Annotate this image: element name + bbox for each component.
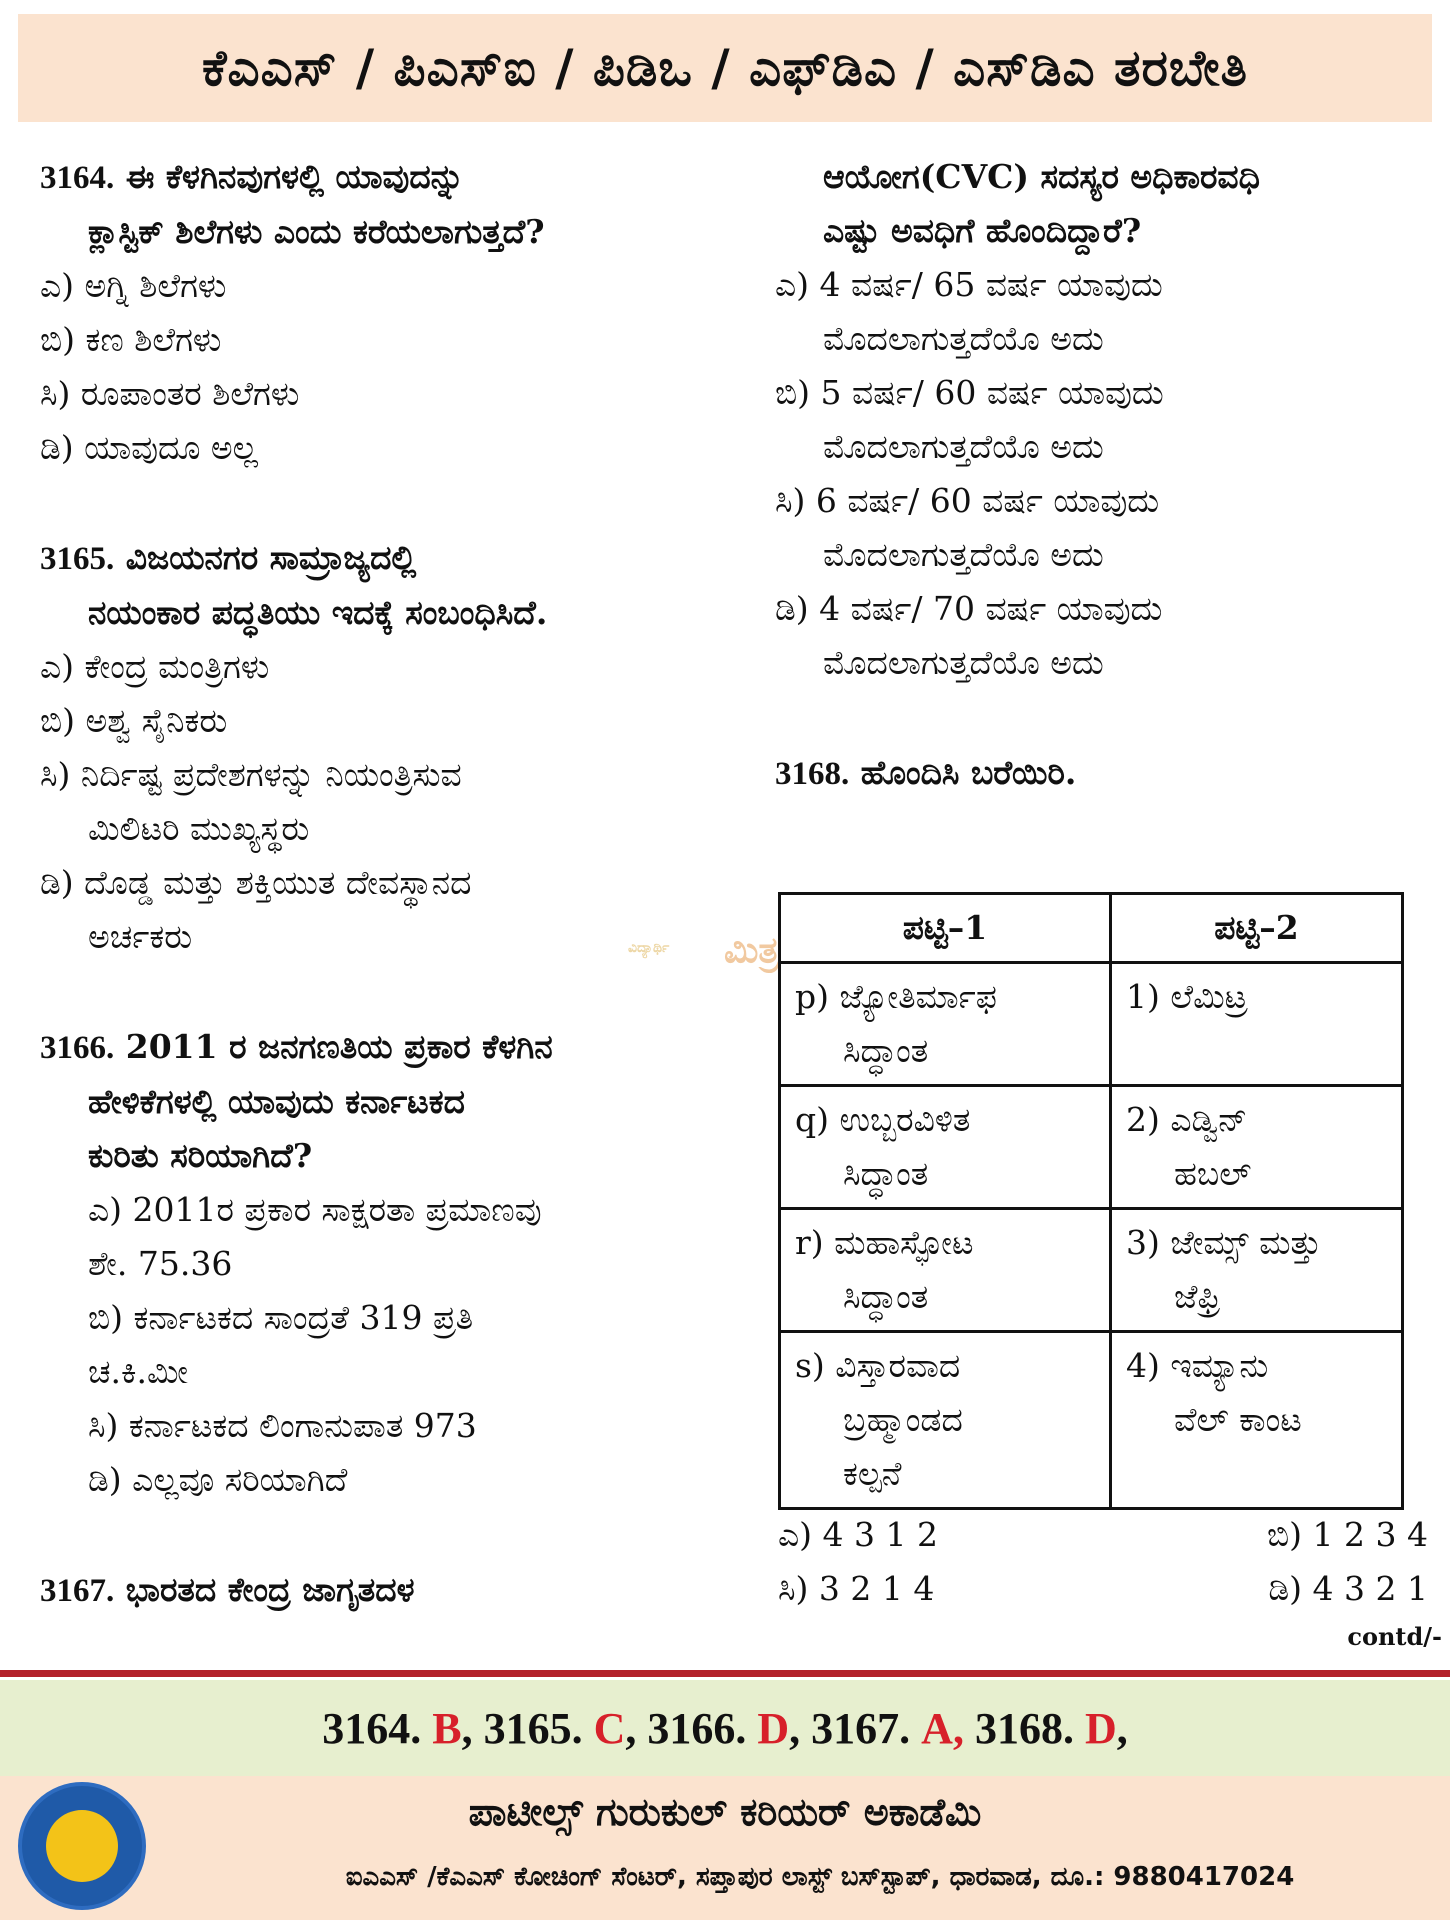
table-cell: 4) ಇಮ್ಯಾನು ವೆಲ್ ಕಾಂಟ xyxy=(1111,1332,1403,1509)
option-c: ಸಿ) 6 ವರ್ಷ/ 60 ವರ್ಷ ಯಾವುದು ಮೊದಲಾಗುತ್ತದೆಯೊ ಅದು xyxy=(775,481,1160,574)
question-3165: 3165. ವಿಜಯನಗರ ಸಾಮ್ರಾಜ್ಯದಲ್ಲಿ ನಯಂಕಾರ ಪದ್ಧತಿಯು ಇದಕ್ಕೆ ಸಂಬಂಧಿಸಿದೆ. xyxy=(40,538,548,632)
continued-note: contd/- xyxy=(1347,1622,1442,1651)
option-d: ಡಿ) ಎಲ್ಲವೂ ಸರಿಯಾಗಿದೆ xyxy=(88,1460,348,1499)
option-b: ಬಿ) ಕಣ ಶಿಲೆಗಳು xyxy=(40,320,222,359)
option-d: ಡಿ) 4 ವರ್ಷ/ 70 ವರ್ಷ ಯಾವುದು ಮೊದಲಾಗುತ್ತದೆಯೊ ಅದು xyxy=(775,589,1163,682)
option-a: ಎ) 4 3 1 2 xyxy=(778,1515,939,1554)
table-row xyxy=(780,963,1403,1086)
option-c: ಸಿ) ಕರ್ನಾಟಕದ ಲಿಂಗಾನುಪಾತ 973 xyxy=(88,1406,477,1445)
footer xyxy=(0,1776,1450,1920)
question-3168: 3168. ಹೊಂದಿಸಿ ಬರೆಯಿರಿ. xyxy=(775,753,1077,792)
table-cell: s) ವಿಸ್ತಾರವಾದ ಬ್ರಹ್ಮಾಂಡದ ಕಲ್ಪನೆ xyxy=(780,1332,1111,1509)
page-title: ಕೆಎಎಸ್ / ಪಿಎಸ್ಐ / ಪಿಡಿಒ / ಎಫ್‌ಡಿಎ / ಎಸ್‌ಡಿಎ ತರಬೇತಿ xyxy=(202,38,1248,97)
answer-choices xyxy=(778,1508,1428,1616)
question-3167: 3167. ಭಾರತದ ಕೇಂದ್ರ ಜಾಗೃತದಳ xyxy=(40,1570,415,1609)
organization-address: ಐಎಎಸ್ /ಕೆಎಎಸ್ ಕೋಚಿಂಗ್ ಸೆಂಟರ್, ಸಪ್ತಾಪುರ ಲಾಸ್ಟ್ ಬಸ್‌ಸ್ಟಾಪ್, ಧಾರವಾಡ, ದೂ.: 9880417024 xyxy=(345,1862,1295,1892)
table-cell: r) ಮಹಾಸ್ಫೋಟ ಸಿದ್ಧಾಂತ xyxy=(780,1209,1111,1332)
option-b: ಬಿ) 1 2 3 4 xyxy=(1267,1515,1428,1554)
table-cell: q) ಉಬ್ಬರವಿಳಿತ ಸಿದ್ಧಾಂತ xyxy=(780,1086,1111,1209)
option-d: ಡಿ) 4 3 2 1 xyxy=(1268,1569,1428,1608)
option-a: ಎ) 4 ವರ್ಷ/ 65 ವರ್ಷ ಯಾವುದು ಮೊದಲಾಗುತ್ತದೆಯೊ ಅದು xyxy=(775,265,1163,358)
question-3164: 3164. ಈ ಕೆಳಗಿನವುಗಳಲ್ಲಿ ಯಾವುದನ್ನು ಕ್ಲಾಸ್ಟಿಕ್ ಶಿಲೆಗಳು ಎಂದು ಕರೆಯಲಾಗುತ್ತದೆ? xyxy=(40,157,545,251)
table-header-row xyxy=(780,894,1403,963)
match-table xyxy=(778,892,1404,1510)
table-cell: p) ಜ್ಯೋತಿರ್ಮಾಫ ಸಿದ್ಧಾಂತ xyxy=(780,963,1111,1086)
left-column xyxy=(40,150,720,1618)
option-d: ಡಿ) ದೊಡ್ಡ ಮತ್ತು ಶಕ್ತಿಯುತ ದೇವಸ್ಥಾನದ ಅರ್ಚಕರು xyxy=(40,863,472,956)
organization-name: ಪಾಟೀಲ್ಸ್ ಗುರುಕುಲ್ ಕರಿಯರ್ ಅಕಾಡೆಮಿ xyxy=(468,1790,982,1834)
option-b: ಬಿ) 5 ವರ್ಷ/ 60 ವರ್ಷ ಯಾವುದು ಮೊದಲಾಗುತ್ತದೆಯೊ ಅದು xyxy=(775,373,1164,466)
column-header: ಪಟ್ಟಿ–2 xyxy=(1111,894,1403,963)
option-b: ಬಿ) ಕರ್ನಾಟಕದ ಸಾಂದ್ರತೆ 319 ಪ್ರತಿ ಚ.ಕಿ.ಮೀ xyxy=(88,1298,474,1391)
question-3166: 3166. 2011 ರ ಜನಗಣತಿಯ ಪ್ರಕಾರ ಕೆಳಗಿನ ಹೇಳಿಕೆಗಳಲ್ಲಿ ಯಾವುದು ಕರ್ನಾಟಕದ ಕುರಿತು ಸರಿಯಾಗಿದೆ? xyxy=(40,1027,553,1175)
table-cell: 1) ಲೆಮಿಟ್ರ xyxy=(1111,963,1403,1086)
watermark-logo: ವಿದ್ಯಾರ್ಥಿ ಮಿತ್ರ xyxy=(628,930,780,971)
table-cell: 3) ಜೇಮ್ಸ್ ಮತ್ತು ಜೆಫ್ರಿ xyxy=(1111,1209,1403,1332)
option-a: ಎ) ಕೇಂದ್ರ ಮಂತ್ರಿಗಳು xyxy=(40,647,270,686)
option-c: ಸಿ) ರೂಪಾಂತರ ಶಿಲೆಗಳು xyxy=(40,374,300,413)
table-cell: 2) ಎಡ್ವಿನ್ ಹಬಲ್ xyxy=(1111,1086,1403,1209)
answer-key: 3164. B , 3165. C , 3166. D , 3167. A, 3168. D , xyxy=(0,1680,1450,1776)
option-d: ಡಿ) ಯಾವುದೂ ಅಲ್ಲ xyxy=(40,428,258,467)
question-3167-continued: ಆಯೋಗ(CVC) ಸದಸ್ಯರ ಅಧಿಕಾರವಧಿ ಎಷ್ಟು ಅವಧಿಗೆ ಹೊಂದಿದ್ದಾರೆ? xyxy=(823,157,1260,250)
option-a: ಎ) ಅಗ್ನಿ ಶಿಲೆಗಳು xyxy=(40,266,227,305)
table-row xyxy=(780,1209,1403,1332)
right-column xyxy=(775,150,1415,801)
option-b: ಬಿ) ಅಶ್ವ ಸೈನಿಕರು xyxy=(40,701,228,740)
column-header: ಪಟ್ಟಿ–1 xyxy=(780,894,1111,963)
page-header xyxy=(18,14,1432,122)
option-c: ಸಿ) ನಿರ್ದಿಷ್ಟ ಪ್ರದೇಶಗಳನ್ನು ನಿಯಂತ್ರಿಸುವ ಮಿಲಿಟರಿ ಮುಖ್ಯಸ್ಥರು xyxy=(40,755,462,848)
option-a: ಎ) 2011ರ ಪ್ರಕಾರ ಸಾಕ್ಷರತಾ ಪ್ರಮಾಣವು ಶೇ. 75.36 xyxy=(88,1190,542,1283)
divider xyxy=(0,1670,1450,1677)
table-row xyxy=(780,1332,1403,1509)
option-c: ಸಿ) 3 2 1 4 xyxy=(778,1569,935,1608)
table-row xyxy=(780,1086,1403,1209)
